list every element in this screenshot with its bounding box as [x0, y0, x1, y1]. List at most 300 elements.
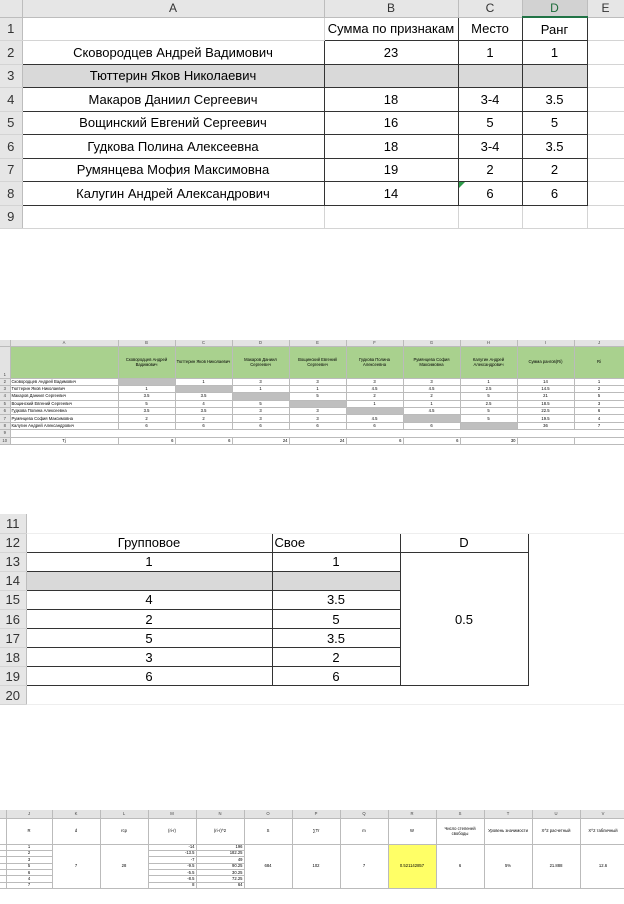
- table-row: [0, 346, 624, 378]
- cell-value[interactable]: [232, 393, 289, 400]
- cell-value[interactable]: [289, 400, 346, 407]
- cell-empty[interactable]: [26, 686, 272, 705]
- tj-value[interactable]: 24: [289, 437, 346, 444]
- cell-value[interactable]: 1: [175, 378, 232, 385]
- header-group[interactable]: Групповое: [26, 533, 272, 552]
- cell-empty[interactable]: [587, 41, 624, 65]
- cell-value[interactable]: 1: [118, 385, 175, 392]
- cell-sum[interactable]: 19: [324, 158, 458, 182]
- column-header[interactable]: J: [6, 810, 52, 818]
- cell-d-value[interactable]: 0.5: [400, 552, 528, 686]
- column-header[interactable]: H: [460, 340, 517, 346]
- table-row: [0, 400, 624, 407]
- cell-empty[interactable]: [400, 686, 528, 705]
- cell-value[interactable]: 4.5: [346, 415, 403, 422]
- cell-name[interactable]: Сковородцев Андрей Вадимович: [22, 41, 324, 65]
- cell-m[interactable]: 7: [340, 844, 388, 889]
- cell-value[interactable]: [175, 385, 232, 392]
- cell-value[interactable]: 22.5: [517, 408, 574, 415]
- cell-value[interactable]: 3: [232, 415, 289, 422]
- cell-name[interactable]: Сковородцев Андрей Вадимович: [10, 378, 118, 385]
- row-header[interactable]: 8: [0, 182, 22, 206]
- cell-ri-r[interactable]: -9.5: [148, 863, 196, 869]
- cell-place[interactable]: [458, 64, 522, 88]
- cell-ri-r2[interactable]: 90.25: [196, 863, 244, 869]
- header-rank[interactable]: Ранг: [522, 17, 587, 41]
- cell-value[interactable]: 2.5: [460, 400, 517, 407]
- cell-value[interactable]: [403, 415, 460, 422]
- cell-sum[interactable]: 23: [324, 41, 458, 65]
- cell-empty[interactable]: [272, 686, 400, 705]
- cell-empty[interactable]: [458, 205, 522, 229]
- cell-ri-r[interactable]: -14: [148, 844, 196, 850]
- row-header[interactable]: 5: [0, 400, 10, 407]
- row-header[interactable]: 4: [0, 88, 22, 112]
- cell-sum[interactable]: [324, 64, 458, 88]
- tj-value[interactable]: 24: [232, 437, 289, 444]
- cell-name[interactable]: Вощинский Евгений Сергеевич: [10, 400, 118, 407]
- header-sum[interactable]: Сумма по признакам: [324, 17, 458, 41]
- column-header[interactable]: N: [196, 810, 244, 818]
- cell-value[interactable]: 1: [403, 400, 460, 407]
- row-header[interactable]: 16: [0, 609, 26, 628]
- tj-row: [0, 437, 624, 444]
- cell-value[interactable]: 2: [346, 393, 403, 400]
- cell-value[interactable]: 6: [175, 422, 232, 429]
- cell-empty[interactable]: [587, 182, 624, 206]
- row-header[interactable]: 15: [0, 590, 26, 609]
- cell-name[interactable]: Калугин Андрей Александрович: [10, 422, 118, 429]
- row-header[interactable]: 4: [0, 393, 10, 400]
- cell-empty[interactable]: [528, 552, 624, 571]
- cell-empty[interactable]: [272, 514, 400, 533]
- cell-value[interactable]: 1: [346, 400, 403, 407]
- cell-value[interactable]: 3: [289, 408, 346, 415]
- table-row: [0, 609, 624, 628]
- header-cell[interactable]: Сумма рангов(Ri): [517, 346, 574, 378]
- cell-group[interactable]: 6: [26, 667, 272, 686]
- cell-value[interactable]: 3: [232, 408, 289, 415]
- row-header[interactable]: 14: [0, 571, 26, 590]
- column-header[interactable]: O: [244, 810, 292, 818]
- header-cell[interactable]: d: [52, 818, 100, 844]
- table-row: [0, 629, 624, 648]
- cell-value[interactable]: 6: [289, 422, 346, 429]
- cell-group[interactable]: 3: [26, 648, 272, 667]
- row-header[interactable]: 9: [0, 205, 22, 229]
- cell-empty[interactable]: [400, 514, 528, 533]
- header-cell[interactable]: Румянцева София Максимовна: [403, 346, 460, 378]
- column-header[interactable]: L: [100, 810, 148, 818]
- cell-r[interactable]: 4: [6, 876, 52, 882]
- cell-ri-r[interactable]: -7: [148, 857, 196, 863]
- table-row: [0, 378, 624, 385]
- cell-ri-r[interactable]: 8: [148, 882, 196, 888]
- row-header[interactable]: 10: [0, 437, 10, 444]
- cell-empty[interactable]: [517, 437, 574, 444]
- cell-group[interactable]: 1: [26, 552, 272, 571]
- column-header[interactable]: T: [484, 810, 532, 818]
- table-row: [0, 533, 624, 552]
- cell-value[interactable]: 6: [346, 422, 403, 429]
- cell-name[interactable]: Гудкова Полина Алексеевна: [22, 135, 324, 159]
- cell-name[interactable]: Румянцева Мофия Максимовна: [22, 158, 324, 182]
- cell-empty[interactable]: [26, 514, 272, 533]
- cell-ri-r2[interactable]: 196: [196, 844, 244, 850]
- cell-name[interactable]: Калугин Андрей Александрович: [22, 182, 324, 206]
- table-row: [0, 135, 624, 159]
- cell-value[interactable]: 3.5: [175, 393, 232, 400]
- header-cell[interactable]: Число степеней свободы: [436, 818, 484, 844]
- cell-empty[interactable]: [587, 158, 624, 182]
- table-row: [0, 408, 624, 415]
- cell-value[interactable]: 6: [232, 422, 289, 429]
- column-header[interactable]: D: [232, 340, 289, 346]
- header-cell[interactable]: rcp: [100, 818, 148, 844]
- cell-value[interactable]: 21: [517, 393, 574, 400]
- cell-rcp[interactable]: 28: [100, 844, 148, 889]
- cell-value[interactable]: 5: [460, 393, 517, 400]
- cell-group[interactable]: 2: [26, 609, 272, 628]
- column-header[interactable]: U: [532, 810, 580, 818]
- cell-own[interactable]: 5: [272, 609, 400, 628]
- cell-w[interactable]: 0.521142857: [388, 844, 436, 889]
- cell-r[interactable]: 7: [6, 882, 52, 888]
- column-header[interactable]: J: [574, 340, 624, 346]
- cell-x2-calc[interactable]: 21.888: [532, 844, 580, 889]
- cell-empty[interactable]: [528, 667, 624, 686]
- cell-value[interactable]: 3.5: [175, 408, 232, 415]
- tj-value[interactable]: 6: [118, 437, 175, 444]
- cell-value[interactable]: 5: [118, 400, 175, 407]
- table-row: [0, 17, 624, 41]
- header-cell[interactable]: ∑Tr: [292, 818, 340, 844]
- rank-matrix-thumbnail: [0, 340, 624, 445]
- cell-empty[interactable]: [528, 571, 624, 590]
- cell-x2-table[interactable]: 12.6: [580, 844, 624, 889]
- column-header[interactable]: V: [580, 810, 624, 818]
- cell-rank[interactable]: 5: [522, 111, 587, 135]
- cell-place[interactable]: 5: [458, 111, 522, 135]
- row-header[interactable]: 2: [0, 378, 10, 385]
- row-header[interactable]: 12: [0, 533, 26, 552]
- cell-value[interactable]: 3: [289, 415, 346, 422]
- header-cell[interactable]: Вощинский Евгений Сергеевич: [289, 346, 346, 378]
- header-cell[interactable]: Ri: [574, 346, 624, 378]
- cell-d[interactable]: 7: [52, 844, 100, 889]
- tj-value[interactable]: 30: [460, 437, 517, 444]
- table-row: [0, 158, 624, 182]
- cell-value[interactable]: 1: [574, 378, 624, 385]
- cell-value[interactable]: 2: [574, 385, 624, 392]
- cell-empty[interactable]: [587, 135, 624, 159]
- cell-empty[interactable]: [587, 88, 624, 112]
- tj-value[interactable]: 6: [346, 437, 403, 444]
- cell-alpha[interactable]: 5%: [484, 844, 532, 889]
- cell-empty[interactable]: [587, 205, 624, 229]
- error-indicator-icon[interactable]: [459, 182, 465, 188]
- row-header[interactable]: 7: [0, 415, 10, 422]
- tj-value[interactable]: 6: [175, 437, 232, 444]
- column-header-d[interactable]: D: [522, 0, 587, 17]
- column-header-row: [0, 810, 624, 818]
- cell-empty[interactable]: [10, 430, 624, 437]
- column-header[interactable]: F: [346, 340, 403, 346]
- column-header[interactable]: G: [403, 340, 460, 346]
- cell-empty[interactable]: [324, 205, 458, 229]
- column-header[interactable]: Q: [340, 810, 388, 818]
- row-header[interactable]: 8: [0, 422, 10, 429]
- cell-value[interactable]: 14.5: [517, 385, 574, 392]
- cell-place[interactable]: 3-4: [458, 135, 522, 159]
- row-header[interactable]: 13: [0, 552, 26, 571]
- header-cell[interactable]: (ri-r)^2: [196, 818, 244, 844]
- cell-value[interactable]: 2.5: [460, 385, 517, 392]
- cell-value[interactable]: 3: [232, 378, 289, 385]
- cell-empty[interactable]: [528, 533, 624, 552]
- cell-value[interactable]: 14: [517, 378, 574, 385]
- cell-value[interactable]: 4.5: [403, 385, 460, 392]
- cell-empty[interactable]: [528, 686, 624, 705]
- cell-group[interactable]: 4: [26, 590, 272, 609]
- cell-value[interactable]: 36: [517, 422, 574, 429]
- cell-empty[interactable]: [22, 17, 324, 41]
- cell-ri-r[interactable]: -13.5: [148, 850, 196, 856]
- column-header[interactable]: A: [10, 340, 118, 346]
- cell-empty[interactable]: [587, 111, 624, 135]
- cell-rank[interactable]: 1: [522, 41, 587, 65]
- cell-r[interactable]: 1: [6, 844, 52, 850]
- cell-r[interactable]: 2: [6, 850, 52, 856]
- cell-empty[interactable]: [522, 205, 587, 229]
- concordance-body: [0, 844, 624, 889]
- cell-value[interactable]: 19.5: [517, 415, 574, 422]
- rank-matrix-body: [0, 378, 624, 430]
- table-row: [0, 667, 624, 686]
- cell-df[interactable]: 6: [436, 844, 484, 889]
- row-header[interactable]: 19: [0, 667, 26, 686]
- cell-own[interactable]: 1: [272, 552, 400, 571]
- cell-r[interactable]: 3: [6, 857, 52, 863]
- cell-rank[interactable]: [522, 64, 587, 88]
- cell-value[interactable]: 6: [118, 422, 175, 429]
- cell-name[interactable]: Макаров Даниил Сергеевич: [10, 393, 118, 400]
- row-header[interactable]: 3: [0, 64, 22, 88]
- cell-name[interactable]: Вощинский Евгений Сергеевич: [22, 111, 324, 135]
- column-header[interactable]: S: [436, 810, 484, 818]
- header-cell[interactable]: Гудкова Полина Алексеевна: [346, 346, 403, 378]
- cell-value[interactable]: 5: [289, 393, 346, 400]
- cell-value[interactable]: 4: [574, 415, 624, 422]
- cell-empty[interactable]: [22, 205, 324, 229]
- header-cell[interactable]: m: [340, 818, 388, 844]
- cell-value[interactable]: 2: [403, 393, 460, 400]
- cell-rank[interactable]: 3.5: [522, 135, 587, 159]
- table-row: [0, 571, 624, 590]
- cell-value[interactable]: 3.5: [118, 393, 175, 400]
- cell-rank[interactable]: 6: [522, 182, 587, 206]
- cell-ri-r2[interactable]: 72.25: [196, 876, 244, 882]
- row-header[interactable]: 7: [0, 158, 22, 182]
- cell-sum-tr[interactable]: 102: [292, 844, 340, 889]
- column-header-c[interactable]: C: [458, 0, 522, 17]
- cell-value[interactable]: 5: [460, 408, 517, 415]
- row-header[interactable]: 6: [0, 408, 10, 415]
- cell-ri-r2[interactable]: 64: [196, 882, 244, 888]
- header-cell[interactable]: R: [6, 818, 52, 844]
- header-cell[interactable]: X^2 табличный: [580, 818, 624, 844]
- cell-value[interactable]: 6: [403, 422, 460, 429]
- select-all-corner[interactable]: [0, 0, 22, 17]
- column-header[interactable]: M: [148, 810, 196, 818]
- row-header[interactable]: 1: [0, 346, 10, 378]
- cell-value[interactable]: 2: [118, 415, 175, 422]
- header-cell[interactable]: Калугин Андрей Александрович: [460, 346, 517, 378]
- cell-value[interactable]: [460, 422, 517, 429]
- row-header[interactable]: 1: [0, 17, 22, 41]
- row-header[interactable]: 9: [0, 430, 10, 437]
- row-header[interactable]: 2: [0, 41, 22, 65]
- column-header[interactable]: P: [292, 810, 340, 818]
- cell-empty[interactable]: [528, 648, 624, 667]
- table-row: [0, 393, 624, 400]
- cell-r[interactable]: 5: [6, 863, 52, 869]
- cell-place[interactable]: [458, 182, 522, 206]
- cell-value[interactable]: 3: [403, 378, 460, 385]
- tj-value[interactable]: 6: [403, 437, 460, 444]
- cell-empty[interactable]: [587, 17, 624, 41]
- cell-ri-r[interactable]: -5.5: [148, 870, 196, 876]
- cell-value[interactable]: 1: [289, 385, 346, 392]
- header-cell[interactable]: Тюттерин Яков Николаевич: [175, 346, 232, 378]
- column-header[interactable]: E: [289, 340, 346, 346]
- cell-sum[interactable]: 18: [324, 88, 458, 112]
- cell-value[interactable]: 5: [232, 400, 289, 407]
- cell-value[interactable]: 1: [232, 385, 289, 392]
- cell-value[interactable]: 6: [574, 408, 624, 415]
- cell-place[interactable]: 2: [458, 158, 522, 182]
- column-header[interactable]: I: [517, 340, 574, 346]
- header-place[interactable]: Место: [458, 17, 522, 41]
- cell-s[interactable]: 684: [244, 844, 292, 889]
- cell-group[interactable]: 5: [26, 629, 272, 648]
- cell-value[interactable]: 4.5: [403, 408, 460, 415]
- row-header[interactable]: 17: [0, 629, 26, 648]
- header-cell[interactable]: [10, 346, 118, 378]
- tj-label[interactable]: Tj: [10, 437, 118, 444]
- cell-empty[interactable]: [528, 629, 624, 648]
- cell-name[interactable]: Макаров Даниил Сергеевич: [22, 88, 324, 112]
- header-cell[interactable]: Сковородцев Андрей Вадимович: [118, 346, 175, 378]
- cell-value[interactable]: 7: [574, 422, 624, 429]
- column-header-b[interactable]: B: [324, 0, 458, 17]
- cell-value[interactable]: 4: [175, 400, 232, 407]
- row-header[interactable]: 3: [0, 385, 10, 392]
- table-row: [0, 552, 624, 571]
- cell-empty[interactable]: [528, 514, 624, 533]
- row-header[interactable]: 18: [0, 648, 26, 667]
- header-cell[interactable]: Макаров Даниил Сергеевич: [232, 346, 289, 378]
- column-header-e[interactable]: E: [587, 0, 624, 17]
- cell-name[interactable]: Тюттерин Яков Николаевич: [22, 64, 324, 88]
- cell-empty[interactable]: [574, 437, 624, 444]
- cell-value[interactable]: [118, 378, 175, 385]
- ranking-sheet: [0, 0, 624, 229]
- cell-value[interactable]: 5: [460, 415, 517, 422]
- column-header[interactable]: B: [118, 340, 175, 346]
- table-row: [0, 111, 624, 135]
- cell-empty[interactable]: [587, 64, 624, 88]
- header-cell[interactable]: Уровень значимости: [484, 818, 532, 844]
- cell-rank[interactable]: 2: [522, 158, 587, 182]
- row-header[interactable]: 20: [0, 686, 26, 705]
- cell-rank[interactable]: 3.5: [522, 88, 587, 112]
- cell-value[interactable]: 5: [574, 393, 624, 400]
- column-header-a[interactable]: A: [22, 0, 324, 17]
- header-cell[interactable]: S: [244, 818, 292, 844]
- cell-own[interactable]: 2: [272, 648, 400, 667]
- cell-value[interactable]: 4.5: [346, 385, 403, 392]
- cell-name[interactable]: Румянцева София Максимовна: [10, 415, 118, 422]
- table-row: [0, 514, 624, 533]
- cell-own[interactable]: 3.5: [272, 590, 400, 609]
- cell-value[interactable]: 3: [346, 378, 403, 385]
- cell-sum[interactable]: 14: [324, 182, 458, 206]
- row-header[interactable]: 5: [0, 111, 22, 135]
- cell-ri-r2[interactable]: 30.25: [196, 870, 244, 876]
- cell-sum[interactable]: 16: [324, 111, 458, 135]
- cell-empty[interactable]: [528, 609, 624, 628]
- cell-place[interactable]: 3-4: [458, 88, 522, 112]
- cell-value[interactable]: 3: [289, 378, 346, 385]
- row-header[interactable]: 11: [0, 514, 26, 533]
- table-row: [0, 64, 624, 88]
- row-header[interactable]: 6: [0, 135, 22, 159]
- cell-value[interactable]: 18.5: [517, 400, 574, 407]
- header-cell[interactable]: (ri-r): [148, 818, 196, 844]
- cell-value[interactable]: 1: [460, 378, 517, 385]
- table-row: [0, 88, 624, 112]
- cell-group[interactable]: [26, 571, 272, 590]
- column-header[interactable]: K: [52, 810, 100, 818]
- cell-ri-r2[interactable]: 182.25: [196, 850, 244, 856]
- header-cell[interactable]: W: [388, 818, 436, 844]
- header-own[interactable]: Свое: [272, 533, 400, 552]
- header-d[interactable]: D: [400, 533, 528, 552]
- cell-r[interactable]: 6: [6, 870, 52, 876]
- header-cell[interactable]: X^2 расчетный: [532, 818, 580, 844]
- column-header[interactable]: R: [388, 810, 436, 818]
- cell-ri-r2[interactable]: 49: [196, 857, 244, 863]
- cell-name[interactable]: Тюттерин Яков Николаевич: [10, 385, 118, 392]
- cell-empty[interactable]: [528, 590, 624, 609]
- cell-place[interactable]: 1: [458, 41, 522, 65]
- cell-own[interactable]: [272, 571, 400, 590]
- column-header[interactable]: C: [175, 340, 232, 346]
- cell-value[interactable]: 3: [574, 400, 624, 407]
- cell-own[interactable]: 6: [272, 667, 400, 686]
- cell-value[interactable]: 3.5: [118, 408, 175, 415]
- cell-ri-r[interactable]: -8.5: [148, 876, 196, 882]
- cell-own[interactable]: 3.5: [272, 629, 400, 648]
- table-row: [0, 422, 624, 429]
- cell-name[interactable]: Гудкова Полина Алексеевна: [10, 408, 118, 415]
- table-row: [0, 182, 624, 206]
- cell-place-value: 6: [486, 185, 494, 201]
- cell-value[interactable]: [346, 408, 403, 415]
- cell-value[interactable]: 2: [175, 415, 232, 422]
- cell-sum[interactable]: 18: [324, 135, 458, 159]
